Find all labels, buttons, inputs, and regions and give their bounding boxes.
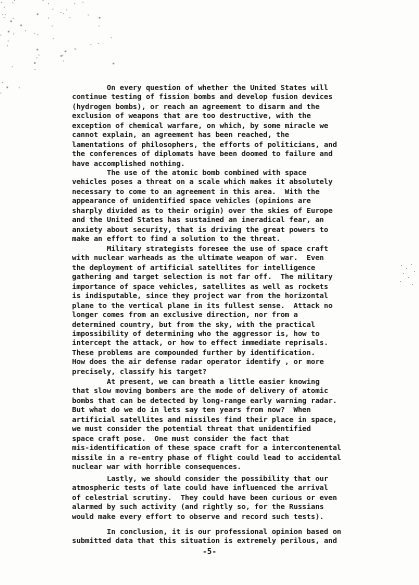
text-line: we must consider the potential threat that unidentified xyxy=(72,424,311,434)
text-line: anxiety about security, that is driving the great powers to xyxy=(72,224,329,234)
paragraph-1 xyxy=(72,83,398,168)
text-line: These problems are compounded further by identification. xyxy=(72,347,316,357)
text-line: gathering and target selection is not far off. The military xyxy=(72,272,333,282)
text-line: necessary to come to an agreement in this area. With the xyxy=(72,186,320,196)
text-line: missile in a re-entry phase of flight could lead to accidental xyxy=(72,452,342,462)
text-line: the conferences of diplomats have been doomed to failure and xyxy=(72,149,333,159)
text-line: In conclusion, it is our professional opinion based on xyxy=(72,527,342,536)
text-line: and the United States has sustained an ineradical fear, an xyxy=(72,215,324,225)
paragraph-3 xyxy=(72,244,398,376)
page-number: -5- xyxy=(202,547,217,556)
text-line: continue testing of fission bombs and develop fusion devices xyxy=(72,92,333,102)
text-line: is indisputable, since they project war from the horizontal xyxy=(72,291,329,301)
text-line: nuclear war with horrible consequences. xyxy=(72,461,242,471)
text-line: that slow moving bombers are the mode of delivery of atomic xyxy=(72,386,329,396)
text-line: impossibility of determining who the aggressor is, how to xyxy=(72,328,320,338)
text-line: alarmed by such activity (and rightly so, for the Russians xyxy=(72,502,324,512)
text-line: precisely, classify his target? xyxy=(72,366,207,376)
text-line: make an effort to find a solution to the threat. xyxy=(72,234,281,244)
paragraph-6 xyxy=(72,527,398,546)
text-line: artificial satellites and missiles find their place in space, xyxy=(72,414,337,424)
text-line: sharply divided as to their origin) over the skies of Europe xyxy=(72,205,333,215)
text-line: space craft pose. One must consider the fact that xyxy=(72,433,290,443)
text-line: At present, we can breath a little easier knowing xyxy=(72,377,320,386)
text-line: But what do we do in lets say ten years from now? When xyxy=(72,405,311,415)
text-line: mis-identification of these space craft for a intercontenental xyxy=(72,443,342,453)
text-line: determined country, but from the sky, with the practical xyxy=(72,319,316,329)
text-line: (hydrogen bombs), or reach an agreement to disarm and the xyxy=(72,101,320,111)
text-line: intercept the attack, or how to effect immediate reprisals. xyxy=(72,338,329,348)
paragraph-4 xyxy=(72,377,398,471)
text-line: exclusion of weapons that are too destructive, with the xyxy=(72,111,311,121)
text-line: the deployment of artificial satellites for intelligence xyxy=(72,262,316,272)
scan-noise-right xyxy=(397,262,419,292)
text-line: How does the air defense radar operator identify , or more xyxy=(72,357,324,367)
paragraph-5 xyxy=(72,474,398,521)
text-line: exception of chemical warfare, on which, by some miracle we xyxy=(72,120,329,130)
text-line: cannot explain, an agreement has been reached, the xyxy=(72,130,290,140)
text-line: appearance of unidentified space vehicles (opinions are xyxy=(72,196,311,206)
text-line: longer comes from an exclusive direction, nor from a xyxy=(72,310,298,320)
text-line: Lastly, we should consider the possibility that our xyxy=(72,474,329,483)
text-line: The use of the atomic bomb combined with space xyxy=(72,168,307,177)
paragraph-2 xyxy=(72,168,398,244)
text-line: atmospheric tests of late could have influenced the arrival xyxy=(72,483,329,493)
text-line: vehicles poses a threat on a scale which makes it absolutely xyxy=(72,177,333,187)
text-line: importance of space vehicles, satellites as well as rockets xyxy=(72,281,329,291)
text-line: submitted data that this situation is extremely perilous, and xyxy=(72,536,337,546)
text-line: On every question of whether the United States will xyxy=(72,83,329,92)
text-line: lamentations of philosophers, the efforts of politicians, and xyxy=(72,139,337,149)
text-line: plane to the vertical plane in its fullest sense. Attack no xyxy=(72,300,333,310)
text-line: would make every effort to observe and record such tests). xyxy=(72,511,324,521)
text-line: of celestrial scrutiny. They could have been curious or even xyxy=(72,492,337,502)
text-line: bombs that can be detected by long-range early warning radar. xyxy=(72,395,337,405)
text-line: Military strategists foresee the use of space craft xyxy=(72,244,329,253)
text-line: with nuclear warheads as the ultimate weapon of war. Even xyxy=(72,253,324,263)
text-line: have accomplished nothing. xyxy=(72,158,185,168)
